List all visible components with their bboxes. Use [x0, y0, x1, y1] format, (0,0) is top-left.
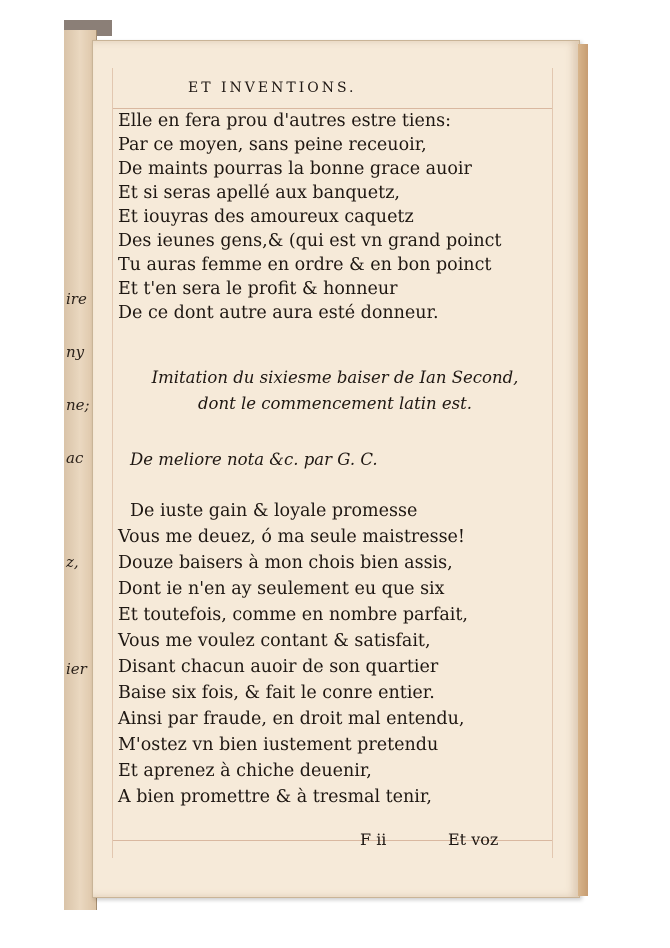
verse-line: M'ostez vn bien iustement pretendu: [118, 735, 439, 755]
facing-page-fragment: ny: [66, 343, 85, 361]
verse-line: De iuste gain & loyale promesse: [130, 501, 418, 521]
poem-incipit: De meliore nota &c. par G. C.: [130, 450, 378, 469]
verse-line: Douze baisers à mon chois bien assis,: [118, 553, 453, 573]
verse-line: De ce dont autre aura esté donneur.: [118, 303, 439, 323]
verse-line: Et t'en sera le profit & honneur: [118, 279, 398, 299]
running-head: ET INVENTIONS.: [188, 80, 357, 96]
verse-line: Et aprenez à chiche deuenir,: [118, 761, 372, 781]
verse-line: A bien promettre & à tresmal tenir,: [118, 787, 432, 807]
signature-mark: F ii: [360, 830, 387, 849]
verse-line: Et toutefois, comme en nombre parfait,: [118, 605, 468, 625]
verse-line: De maints pourras la bonne grace auoir: [118, 159, 472, 179]
poem-title-line: dont le commencement latin est.: [197, 394, 473, 413]
verse-line: Et iouyras des amoureux caquetz: [118, 207, 414, 227]
verse-line: Par ce moyen, sans peine receuoir,: [118, 135, 427, 155]
verse-line: Vous me deuez, ó ma seule maistresse!: [118, 527, 465, 547]
verse-line: Et si seras apellé aux banquetz,: [118, 183, 400, 203]
verse-line: Elle en fera prou d'autres estre tiens:: [118, 111, 452, 131]
verse-line: Dont ie n'en ay seulement eu que six: [118, 579, 445, 599]
facing-page-fragment: ire: [66, 290, 87, 308]
catchword: Et voz: [448, 830, 499, 849]
facing-page-fragment: z,: [66, 553, 79, 571]
page-edge: [578, 44, 588, 896]
facing-page-fragment: ne;: [66, 396, 90, 414]
ruled-line-top: [112, 108, 552, 109]
facing-page-fragment: ier: [66, 660, 87, 678]
ruled-line-left: [112, 68, 113, 858]
facing-page-fragment: ac: [66, 449, 84, 467]
verse-line: Baise six fois, & fait le conre entier.: [118, 683, 435, 703]
poem-title-line: Imitation du sixiesme baiser de Ian Second,: [151, 368, 519, 387]
verse-line: Tu auras femme en ordre & en bon poinct: [118, 255, 492, 275]
verse-line: Ainsi par fraude, en droit mal entendu,: [118, 709, 465, 729]
verse-line: Vous me voulez contant & satisfait,: [118, 631, 431, 651]
verse-line: Des ieunes gens,& (qui est vn grand poinct: [118, 231, 502, 251]
verse-line: Disant chacun auoir de son quartier: [118, 657, 439, 677]
